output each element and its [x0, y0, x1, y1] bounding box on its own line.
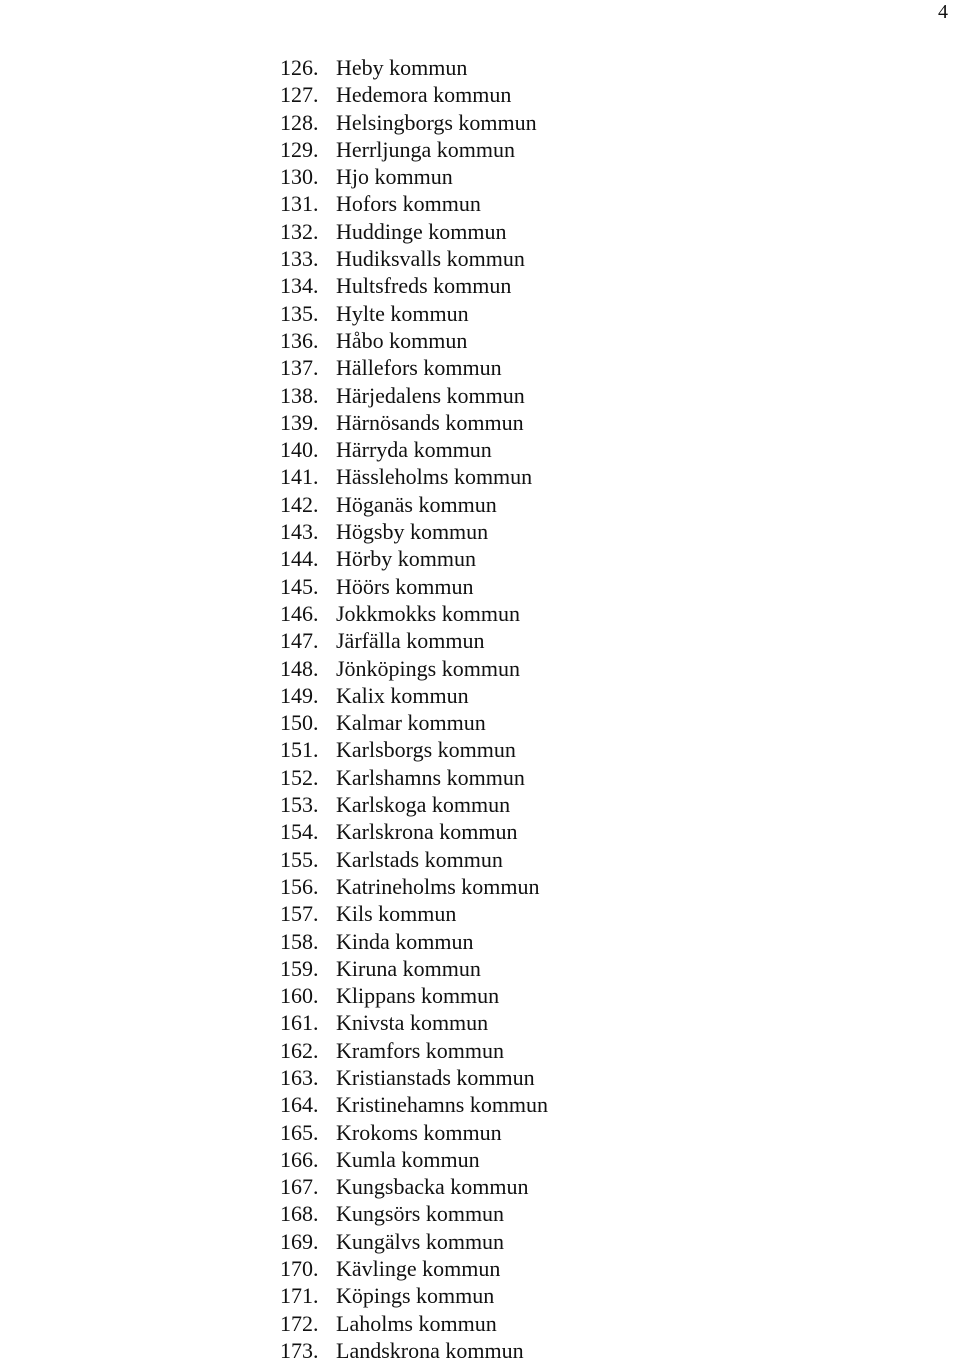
- list-item: [280, 900, 548, 927]
- list-item: [280, 682, 548, 709]
- item-name: Krokoms kommun: [336, 1119, 502, 1145]
- list-item: [280, 1200, 548, 1227]
- item-name: Huddinge kommun: [336, 218, 507, 244]
- item-name: Kinda kommun: [336, 928, 474, 954]
- item-name: Katrineholms kommun: [336, 873, 540, 899]
- list-item: [280, 245, 548, 272]
- item-name: Knivsta kommun: [336, 1010, 489, 1036]
- item-name: Hjo kommun: [336, 164, 453, 190]
- list-item: [280, 190, 548, 217]
- item-name: Härjedalens kommun: [336, 382, 525, 408]
- item-number: 138.: [280, 382, 319, 408]
- item-number: 127.: [280, 82, 319, 108]
- item-number: 141.: [280, 464, 319, 490]
- list-item: [280, 791, 548, 818]
- item-name: Håbo kommun: [336, 327, 468, 353]
- item-name: Kungsörs kommun: [336, 1201, 505, 1227]
- list-item: [280, 436, 548, 463]
- list-item: [280, 955, 548, 982]
- item-name: Högsby kommun: [336, 519, 489, 545]
- item-name: Hässleholms kommun: [336, 464, 533, 490]
- item-number: 126.: [280, 55, 319, 80]
- list-item: [280, 109, 548, 136]
- item-name: Hylte kommun: [336, 300, 469, 326]
- item-number: 132.: [280, 218, 319, 244]
- list-item: [280, 818, 548, 845]
- item-number: 153.: [280, 792, 319, 818]
- item-number: 165.: [280, 1119, 319, 1145]
- list-item: [280, 382, 548, 409]
- list-item: [280, 600, 548, 627]
- list-item: [280, 709, 548, 736]
- list-item: [280, 655, 548, 682]
- item-name: Jokkmokks kommun: [336, 600, 520, 626]
- list-item: [280, 1009, 548, 1036]
- item-number: 134.: [280, 273, 319, 299]
- list-item: [280, 1310, 548, 1337]
- list-item: [280, 1064, 548, 1091]
- item-name: Kumla kommun: [336, 1146, 480, 1172]
- item-name: Hällefors kommun: [336, 355, 502, 381]
- item-name: Höörs kommun: [336, 573, 474, 599]
- item-name: Kalix kommun: [336, 682, 469, 708]
- list-item: [280, 1037, 548, 1064]
- list-item: [280, 54, 548, 81]
- item-name: Hedemora kommun: [336, 82, 512, 108]
- list-item: [280, 518, 548, 545]
- list-item: [280, 1255, 548, 1282]
- list-item: [280, 846, 548, 873]
- item-number: 128.: [280, 109, 319, 135]
- item-name: Kiruna kommun: [336, 955, 481, 981]
- item-number: 158.: [280, 928, 319, 954]
- list-item: [280, 327, 548, 354]
- item-number: 170.: [280, 1256, 319, 1282]
- item-number: 144.: [280, 546, 319, 572]
- item-number: 145.: [280, 573, 319, 599]
- list-item: [280, 463, 548, 490]
- item-number: 159.: [280, 955, 319, 981]
- item-number: 149.: [280, 682, 319, 708]
- item-number: 142.: [280, 491, 319, 517]
- list-item: [280, 1091, 548, 1118]
- page-number: 4: [938, 1, 948, 23]
- list-item: [280, 409, 548, 436]
- item-number: 140.: [280, 437, 319, 463]
- item-number: 160.: [280, 983, 319, 1009]
- item-number: 143.: [280, 519, 319, 545]
- item-name: Härnösands kommun: [336, 409, 524, 435]
- list-item: [280, 300, 548, 327]
- municipality-list: [280, 54, 548, 1364]
- list-item: [280, 163, 548, 190]
- list-item: [280, 764, 548, 791]
- list-item: [280, 982, 548, 1009]
- item-number: 133.: [280, 246, 319, 272]
- list-item: [280, 136, 548, 163]
- list-item: [280, 81, 548, 108]
- item-name: Heby kommun: [336, 55, 468, 80]
- item-number: 147.: [280, 628, 319, 654]
- item-number: 162.: [280, 1037, 319, 1063]
- item-number: 156.: [280, 873, 319, 899]
- item-number: 137.: [280, 355, 319, 381]
- item-name: Kungälvs kommun: [336, 1228, 505, 1254]
- item-name: Kristianstads kommun: [336, 1064, 535, 1090]
- item-number: 151.: [280, 737, 319, 763]
- item-number: 169.: [280, 1228, 319, 1254]
- item-name: Härryda kommun: [336, 437, 492, 463]
- item-number: 161.: [280, 1010, 319, 1036]
- item-number: 146.: [280, 600, 319, 626]
- item-name: Karlskoga kommun: [336, 792, 511, 818]
- item-number: 135.: [280, 300, 319, 326]
- item-number: 173.: [280, 1337, 319, 1363]
- item-name: Kils kommun: [336, 901, 457, 927]
- list-item: [280, 928, 548, 955]
- item-number: 172.: [280, 1310, 319, 1336]
- item-number: 168.: [280, 1201, 319, 1227]
- item-number: 152.: [280, 764, 319, 790]
- item-number: 155.: [280, 846, 319, 872]
- list-item: [280, 1146, 548, 1173]
- item-name: Herrljunga kommun: [336, 136, 516, 162]
- item-name: Kristinehamns kommun: [336, 1092, 549, 1118]
- item-name: Karlskrona kommun: [336, 819, 518, 845]
- item-name: Klippans kommun: [336, 983, 500, 1009]
- item-name: Kävlinge kommun: [336, 1256, 501, 1282]
- item-number: 136.: [280, 327, 319, 353]
- item-number: 130.: [280, 164, 319, 190]
- list-item: [280, 573, 548, 600]
- item-number: 163.: [280, 1064, 319, 1090]
- item-name: Kalmar kommun: [336, 710, 486, 736]
- list-item: [280, 1119, 548, 1146]
- item-number: 139.: [280, 409, 319, 435]
- item-number: 171.: [280, 1283, 319, 1309]
- item-name: Karlshamns kommun: [336, 764, 525, 790]
- list-item: [280, 491, 548, 518]
- list-item: [280, 1282, 548, 1309]
- item-name: Helsingborgs kommun: [336, 109, 537, 135]
- list-item: [280, 272, 548, 299]
- item-name: Karlsborgs kommun: [336, 737, 516, 763]
- item-name: Höganäs kommun: [336, 491, 497, 517]
- item-name: Landskrona kommun: [336, 1337, 524, 1363]
- list-item: [280, 736, 548, 763]
- item-name: Laholms kommun: [336, 1310, 497, 1336]
- item-name: Köpings kommun: [336, 1283, 495, 1309]
- item-name: Hofors kommun: [336, 191, 481, 217]
- item-number: 131.: [280, 191, 319, 217]
- list-item: [280, 1337, 548, 1364]
- item-number: 148.: [280, 655, 319, 681]
- item-number: 129.: [280, 136, 319, 162]
- item-number: 154.: [280, 819, 319, 845]
- item-number: 166.: [280, 1146, 319, 1172]
- item-name: Hudiksvalls kommun: [336, 246, 525, 272]
- list-item: [280, 873, 548, 900]
- item-name: Kungsbacka kommun: [336, 1174, 529, 1200]
- list-item: [280, 1228, 548, 1255]
- item-number: 157.: [280, 901, 319, 927]
- item-number: 167.: [280, 1174, 319, 1200]
- item-number: 150.: [280, 710, 319, 736]
- list-item: [280, 545, 548, 572]
- list-item: [280, 627, 548, 654]
- list-item: [280, 1173, 548, 1200]
- item-name: Hörby kommun: [336, 546, 476, 572]
- item-name: Jönköpings kommun: [336, 655, 520, 681]
- list-item: [280, 354, 548, 381]
- item-name: Järfälla kommun: [336, 628, 485, 654]
- list-item: [280, 218, 548, 245]
- item-name: Karlstads kommun: [336, 846, 503, 872]
- item-name: Hultsfreds kommun: [336, 273, 512, 299]
- item-name: Kramfors kommun: [336, 1037, 505, 1063]
- item-number: 164.: [280, 1092, 319, 1118]
